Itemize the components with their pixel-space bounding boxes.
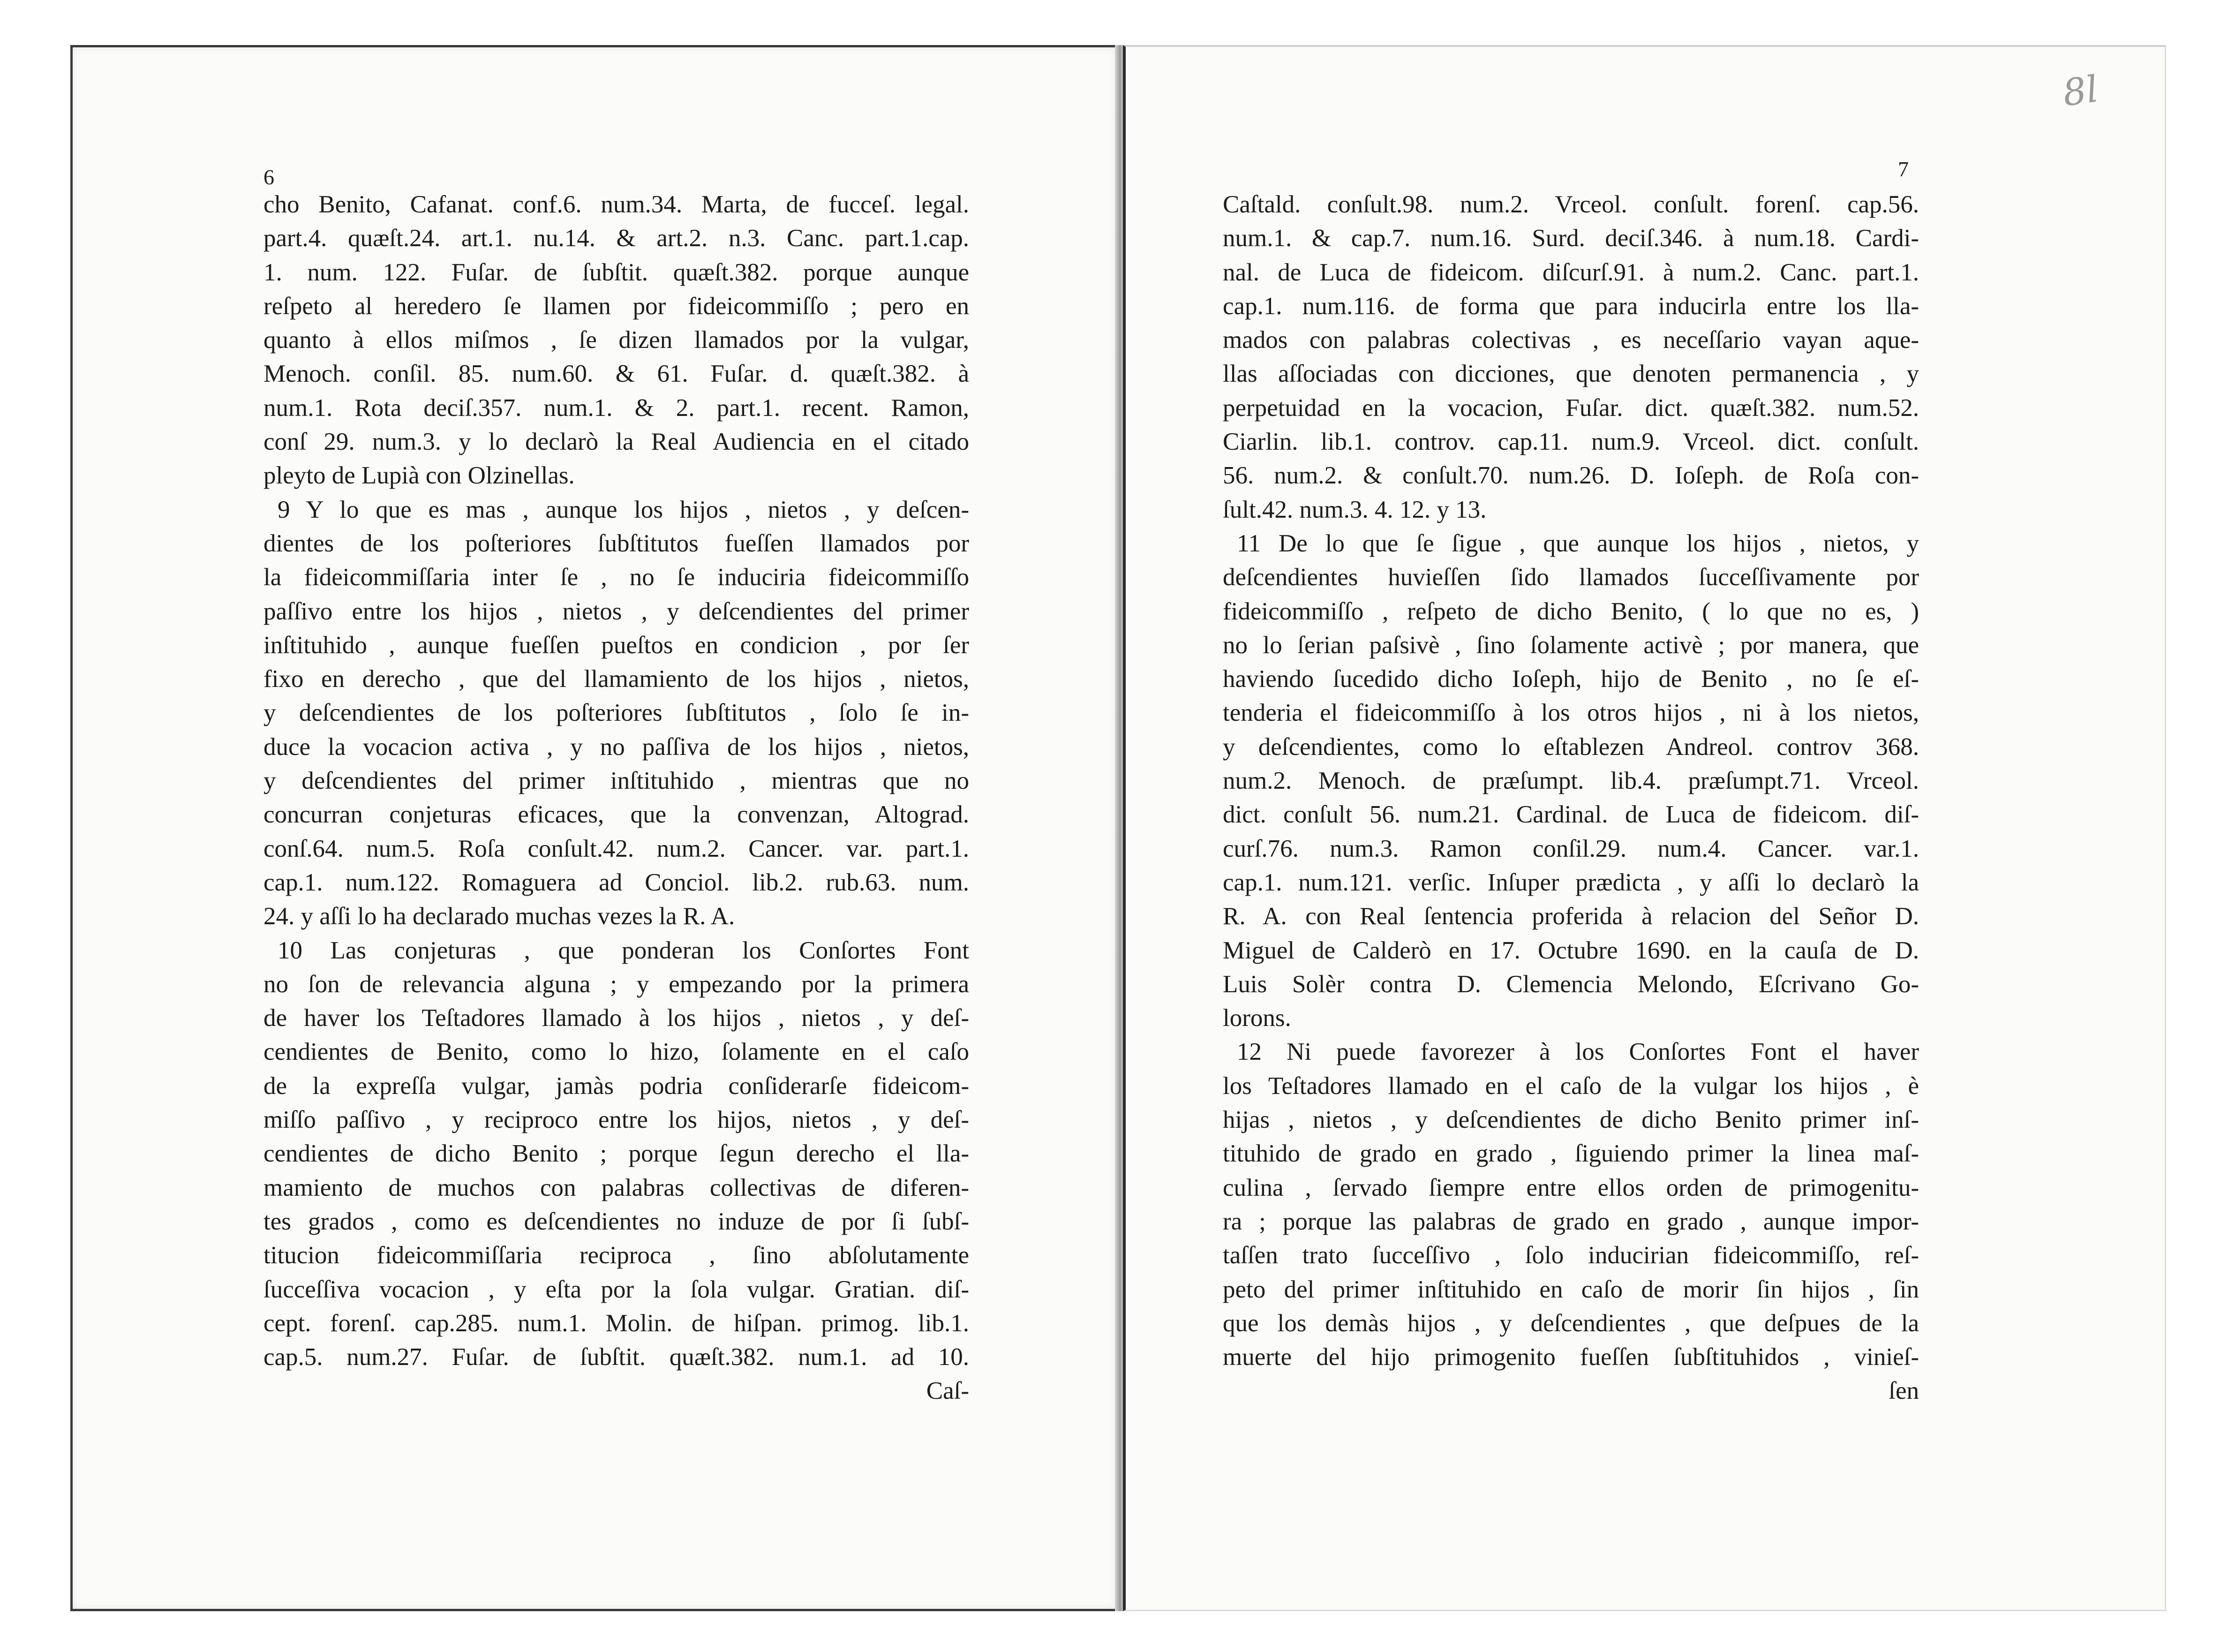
text-line: hijas , nietos , y deſcendientes de dicho Benito primer inſ- <box>1223 1106 1919 1134</box>
catchword: Caſ- <box>926 1377 969 1405</box>
left-page-number: 6 <box>263 165 274 189</box>
text-line: Caſtald. conſult.98. num.2. Vrceol. conſult. forenſ. cap.56. <box>1223 191 1919 218</box>
text-line: num.1. Rota deciſ.357. num.1. & 2. part.1. recent. Ramon, <box>263 394 969 422</box>
text-line: curſ.76. num.3. Ramon conſil.29. num.4. Cancer. var.1. <box>1223 835 1919 862</box>
text-line: taſſen trato ſucceſſivo , ſolo inducirian fideicommiſſo, reſ- <box>1223 1242 1919 1269</box>
text-line: cept. forenſ. cap.285. num.1. Molin. de hiſpan. primog. lib.1. <box>263 1309 969 1337</box>
text-line: culina , ſervado ſiempre entre ellos orden de primogenitu- <box>1223 1174 1919 1201</box>
text-line: duce la vocacion activa , y no paſſiva de los hijos , nietos, <box>263 733 969 761</box>
text-line: 10 Las conjeturas , que ponderan los Conſortes Font <box>278 936 969 964</box>
text-line: 24. y aſſi lo ha declarado muchas vezes la R. A. <box>263 903 735 930</box>
text-line: cap.1. num.122. Romaguera ad Conciol. lib.2. rub.63. num. <box>263 868 969 896</box>
text-line: los Teſtadores llamado en el caſo de la vulgar los hijos , è <box>1223 1072 1919 1100</box>
text-line: fideicommiſſo , reſpeto de dicho Benito, ( lo que no es, ) <box>1223 597 1919 625</box>
right-page-number: 7 <box>1898 157 1909 181</box>
text-line: 12 Ni puede favorezer à los Conſortes Font el haver <box>1237 1038 1919 1066</box>
text-line: la fideicommiſſaria inter ſe , no ſe induciria fideicommiſſo <box>263 564 969 591</box>
text-line: muerte del hijo primogenito fueſſen ſubſtituhidos , vinieſ- <box>1223 1343 1919 1371</box>
text-line: lorons. <box>1223 1004 1291 1032</box>
text-line: num.2. Menoch. de præſumpt. lib.4. præſumpt.71. Vrceol. <box>1223 767 1919 795</box>
text-line: Menoch. conſil. 85. num.60. & 61. Fuſar. d. quæſt.382. à <box>263 360 969 388</box>
text-line: haviendo ſucedido dicho Ioſeph, hijo de Benito , no ſe eſ- <box>1223 665 1919 693</box>
text-line: deſcendientes huvieſſen ſido llamados ſucceſſivamente por <box>1223 564 1919 591</box>
text-line: pleyto de Lupià con Olzinellas. <box>263 462 575 490</box>
text-line: conſ.64. num.5. Roſa conſult.42. num.2. Cancer. var. part.1. <box>263 835 969 862</box>
text-line: num.1. & cap.7. num.16. Surd. deciſ.346. à num.18. Cardi- <box>1223 225 1919 252</box>
text-line: que los demàs hijos , y deſcendientes , que deſpues de la <box>1223 1309 1919 1337</box>
text-line: nal. de Luca de fideicom. diſcurſ.91. à num.2. Canc. part.1. <box>1223 258 1919 286</box>
text-line: Miguel de Calderò en 17. Octubre 1690. en la cauſa de D. <box>1223 936 1919 964</box>
text-line: conſ 29. num.3. y lo declarò la Real Audiencia en el citado <box>263 428 969 456</box>
text-line: cap.5. num.27. Fuſar. de ſubſtit. quæſt.382. num.1. ad 10. <box>263 1343 969 1371</box>
text-line: tituhido de grado en grado , ſiguiendo primer la linea maſ- <box>1223 1140 1919 1168</box>
text-line: no ſon de relevancia alguna ; y empezando por la primera <box>263 970 969 998</box>
text-line: reſpeto al heredero ſe llamen por fideicommiſſo ; pero en <box>263 292 969 320</box>
text-line: perpetuidad en la vocacion, Fuſar. dict. quæſt.382. num.52. <box>1223 394 1919 422</box>
text-line: R. A. con Real ſentencia proferida à relacion del Señor D. <box>1223 903 1919 930</box>
text-line: paſſivo entre los hijos , nietos , y deſcendientes del primer <box>263 597 969 625</box>
text-line: fixo en derecho , que del llamamiento de los hijos , nietos, <box>263 665 969 693</box>
text-line: peto del primer inſtituhido en caſo de morir ſin hijos , ſin <box>1223 1275 1919 1303</box>
text-line: 11 De lo que ſe ſigue , que aunque los hijos , nietos, y <box>1237 529 1919 557</box>
right-page-text <box>1223 188 1919 1408</box>
handwritten-folio-note: 8l <box>2060 68 2101 115</box>
text-line: cendientes de dicho Benito ; porque ſegun derecho el lla- <box>263 1140 969 1168</box>
text-line: ſucceſſiva vocacion , y eſta por la ſola vulgar. Gratian. diſ- <box>263 1275 969 1303</box>
text-line: part.4. quæſt.24. art.1. nu.14. & art.2. n.3. Canc. part.1.cap. <box>263 225 969 252</box>
text-line: y deſcendientes del primer inſtituhido , mientras que no <box>263 767 969 795</box>
text-line: no lo ſerian paſsivè , ſino ſolamente activè ; por manera, que <box>1223 631 1919 659</box>
text-line: cap.1. num.121. verſic. Inſuper prædicta , y aſſi lo declarò la <box>1223 868 1919 896</box>
text-line: ra ; porque las palabras de grado en grado , aunque impor- <box>1223 1207 1919 1235</box>
text-line: y deſcendientes, como lo eſtablezen Andreol. controv 368. <box>1223 733 1919 761</box>
text-line: tes grados , como es deſcendientes no induze de por ſi ſubſ- <box>263 1207 969 1235</box>
text-line: inſtituhido , aunque fueſſen pueſtos en condicion , por ſer <box>263 631 969 659</box>
text-line: 56. num.2. & conſult.70. num.26. D. Ioſeph. de Roſa con- <box>1223 462 1919 490</box>
text-line: dict. conſult 56. num.21. Cardinal. de Luca de fideicom. diſ- <box>1223 801 1919 829</box>
text-line: mados con palabras colectivas , es neceſſario vayan aque- <box>1223 326 1919 354</box>
text-line: ſult.42. num.3. 4. 12. y 13. <box>1223 496 1487 523</box>
text-line: de la expreſſa vulgar, jamàs podria conſiderarſe fideicom- <box>263 1072 969 1100</box>
text-line: y deſcendientes de los poſteriores ſubſtitutos , ſolo ſe in- <box>263 699 969 727</box>
text-line: Luis Solèr contra D. Clemencia Melondo, Eſcrivano Go- <box>1223 970 1919 998</box>
left-page-text <box>263 188 969 1408</box>
text-line: miſſo paſſivo , y reciproco entre los hijos, nietos , y deſ- <box>263 1106 969 1134</box>
text-line: 1. num. 122. Fuſar. de ſubſtit. quæſt.382. porque aunque <box>263 258 969 286</box>
text-line: quanto à ellos miſmos , ſe dizen llamados por la vulgar, <box>263 326 969 354</box>
text-line: llas aſſociadas con dicciones, que denoten permanencia , y <box>1223 360 1919 388</box>
text-line: dientes de los poſteriores ſubſtitutos fueſſen llamados por <box>263 529 969 557</box>
text-line: Ciarlin. lib.1. controv. cap.11. num.9. Vrceol. dict. conſult. <box>1223 428 1919 456</box>
text-line: cho Benito, Cafanat. conf.6. num.34. Marta, de fucceſ. legal. <box>263 191 969 218</box>
text-line: cap.1. num.116. de forma que para inducirla entre los lla- <box>1223 292 1919 320</box>
text-line: 9 Y lo que es mas , aunque los hijos , nietos , y deſcen- <box>278 496 969 523</box>
text-line: de haver los Teſtadores llamado à los hijos , nietos , y deſ- <box>263 1004 969 1032</box>
text-line: mamiento de muchos con palabras collectivas de diferen- <box>263 1174 969 1201</box>
text-line: tenderia el fideicommiſſo à los otros hijos , ni à los nietos, <box>1223 699 1919 727</box>
catchword: ſen <box>1889 1377 1919 1405</box>
text-line: titucion fideicommiſſaria reciproca , ſino abſolutamente <box>263 1242 969 1269</box>
text-line: cendientes de Benito, como lo hizo, ſolamente en el caſo <box>263 1038 969 1066</box>
text-line: concurran conjeturas eficaces, que la convenzan, Altograd. <box>263 801 969 829</box>
